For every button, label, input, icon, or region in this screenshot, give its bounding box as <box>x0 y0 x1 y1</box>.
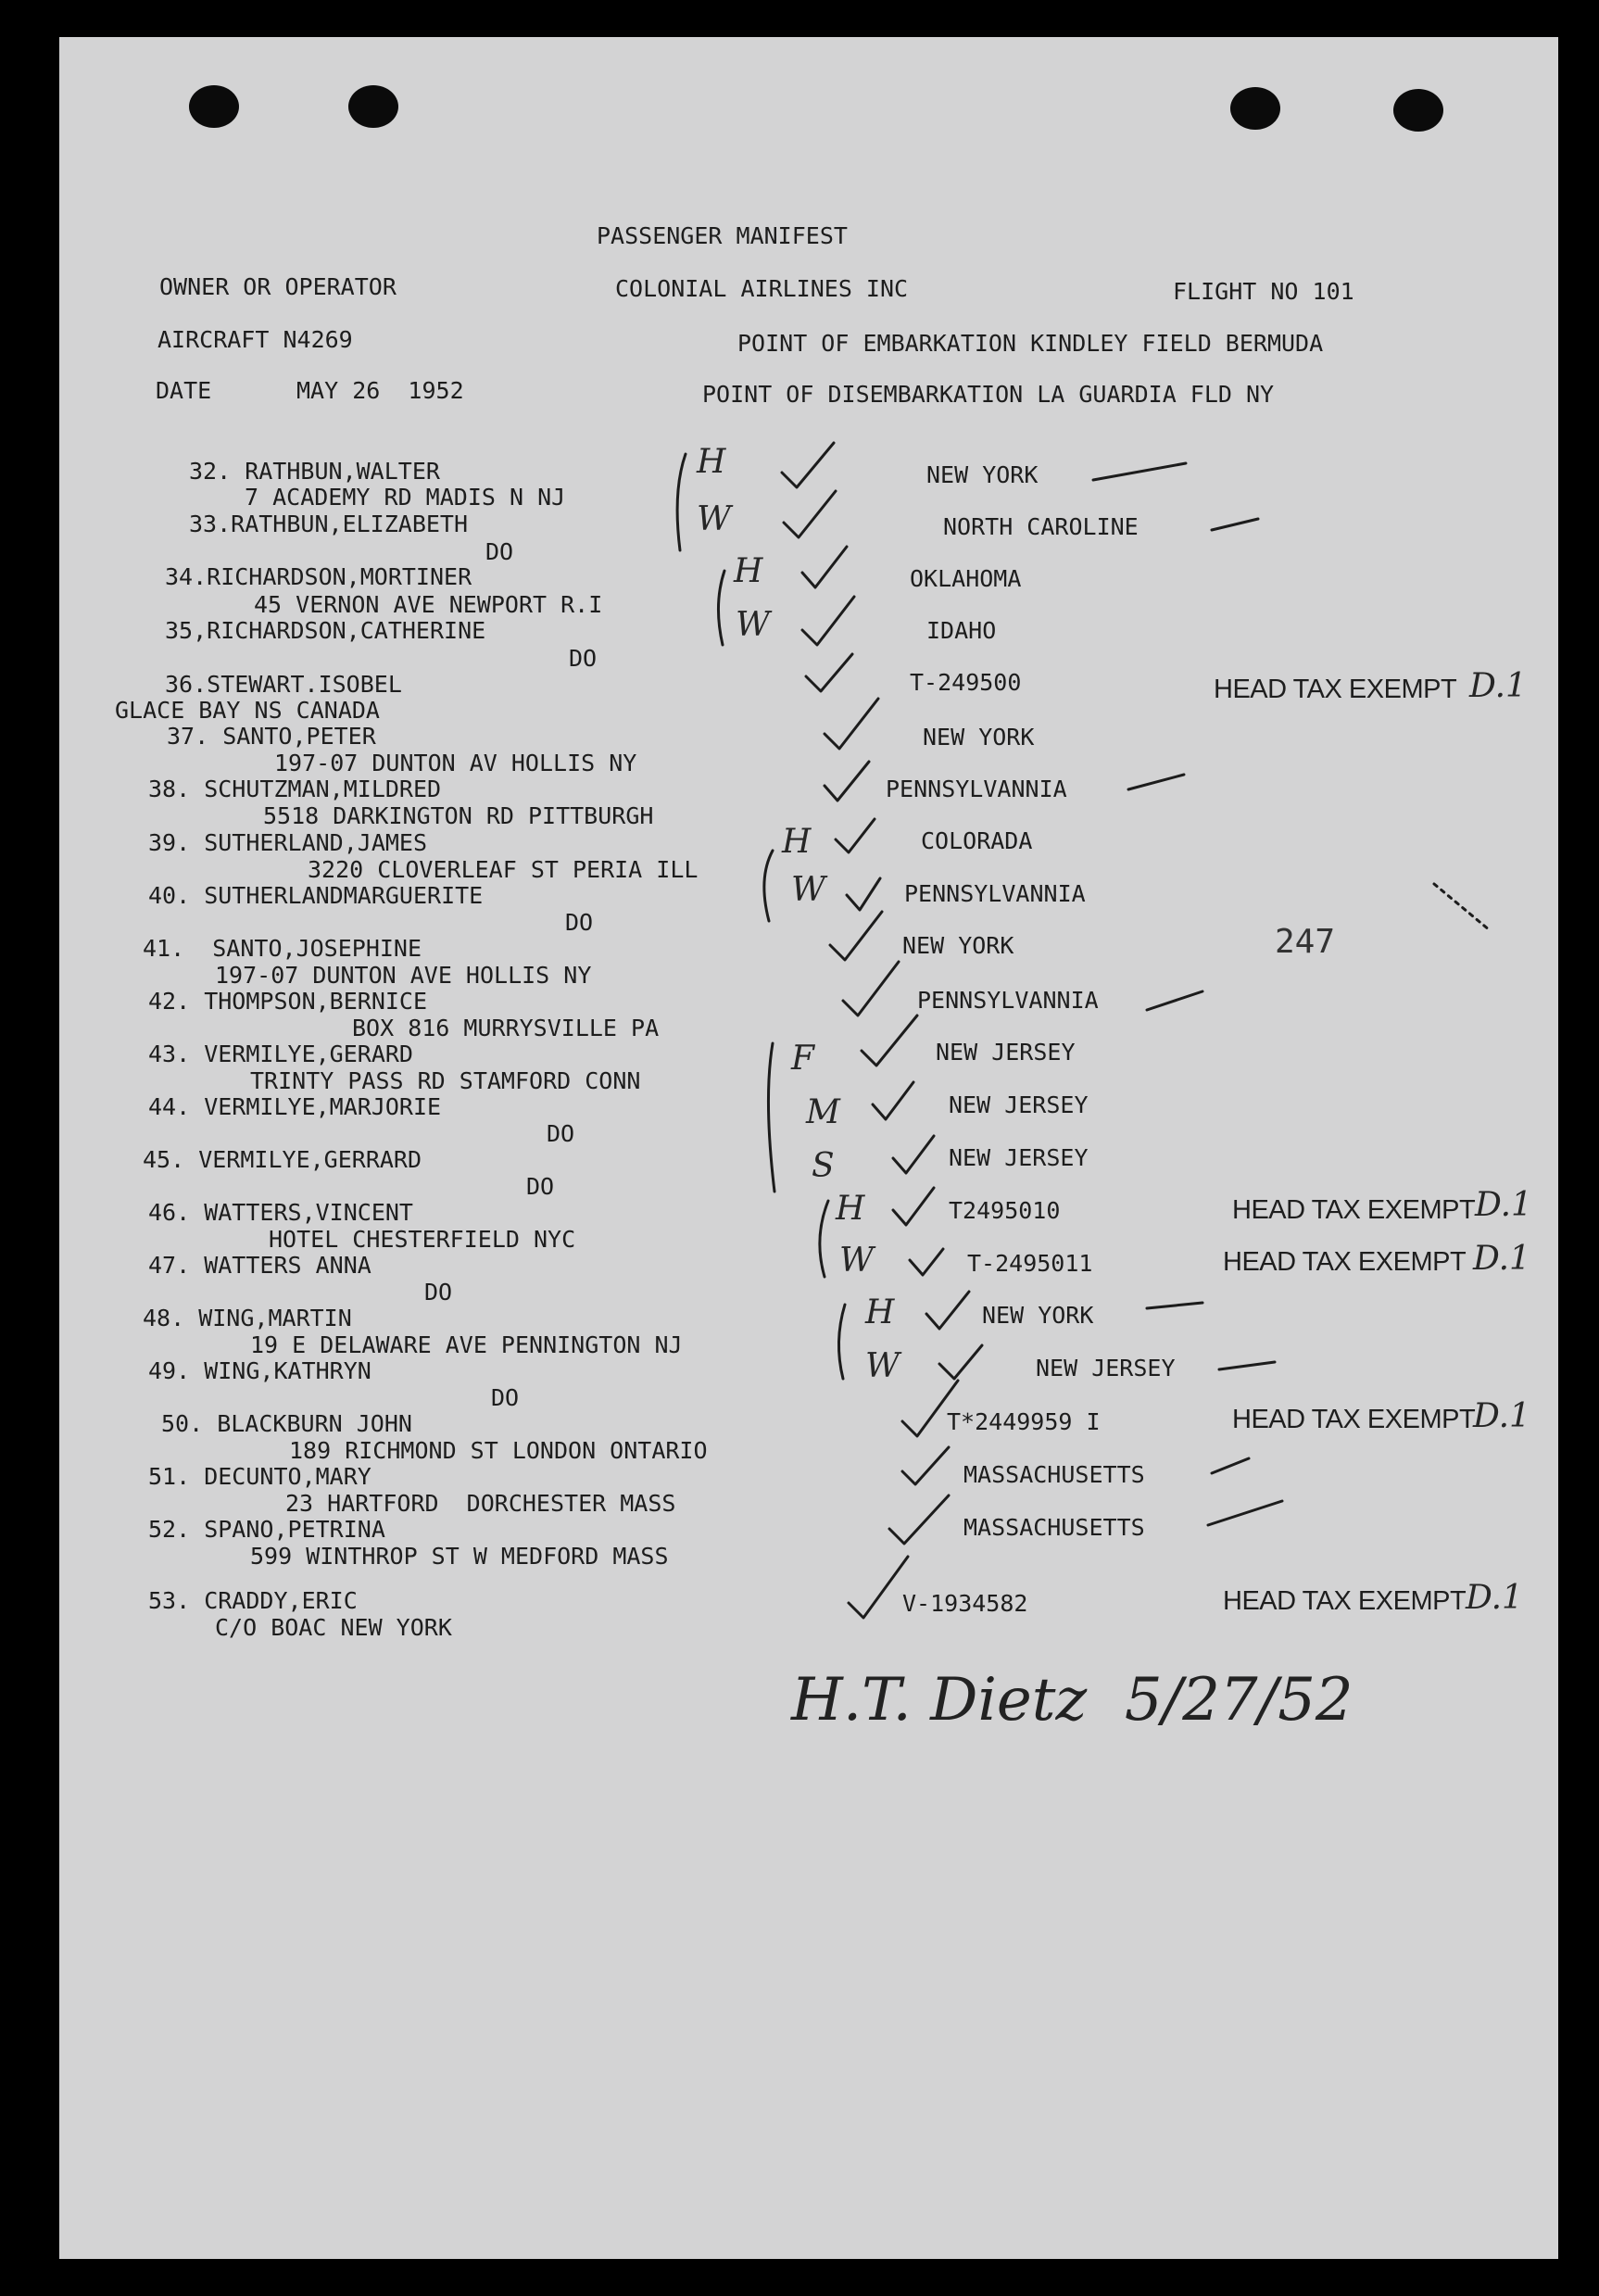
bracket-mark <box>764 851 773 921</box>
signature: H.T. Dietz 5/27/52 <box>791 1666 1353 1735</box>
address-line: DO <box>565 909 594 936</box>
passenger-line: 35,RICHARDSON,CATHERINE <box>165 617 486 644</box>
check-mark <box>784 491 836 537</box>
check-mark <box>802 597 854 645</box>
dash-mark <box>1093 463 1186 480</box>
relation-mark: W <box>736 606 771 644</box>
nationality: NEW JERSEY <box>949 1091 1089 1118</box>
relation-mark: H <box>782 823 812 861</box>
address-line: 599 WINTHROP ST W MEDFORD MASS <box>250 1543 669 1570</box>
nationality: NEW YORK <box>902 932 1014 959</box>
nationality: OKLAHOMA <box>910 565 1022 592</box>
address-line: HOTEL CHESTERFIELD NYC <box>269 1226 576 1253</box>
relation-mark: S <box>812 1147 835 1185</box>
relation-mark: H <box>865 1293 895 1331</box>
check-mark <box>849 1557 908 1618</box>
bracket-mark <box>677 454 686 550</box>
nationality: PENNSYLVANNIA <box>904 880 1086 907</box>
check-mark <box>847 878 880 910</box>
passenger-line: 46. WATTERS,VINCENT <box>148 1199 413 1226</box>
passenger-line: 32. RATHBUN,WALTER <box>189 458 440 485</box>
check-mark <box>836 819 875 852</box>
address-line: C/O BOAC NEW YORK <box>215 1614 452 1641</box>
nationality: IDAHO <box>926 617 997 644</box>
address-line: 19 E DELAWARE AVE PENNINGTON NJ <box>250 1331 683 1358</box>
nationality: PENNSYLVANNIA <box>886 776 1067 802</box>
address-line: DO <box>547 1120 575 1147</box>
address-line: DO <box>526 1173 555 1200</box>
page-title: PASSENGER MANIFEST <box>597 222 848 249</box>
dash-mark <box>1212 519 1258 530</box>
check-mark <box>902 1381 958 1436</box>
dash-mark <box>1208 1501 1282 1525</box>
relation-mark: W <box>697 500 732 538</box>
address-line: TRINTY PASS RD STAMFORD CONN <box>250 1067 641 1094</box>
check-mark <box>939 1345 982 1379</box>
relation-mark: H <box>734 552 763 590</box>
passenger-line: 44. VERMILYE,MARJORIE <box>148 1093 442 1120</box>
passenger-line: 49. WING,KATHRYN <box>148 1357 371 1384</box>
check-mark <box>782 443 834 487</box>
nationality: MASSACHUSETTS <box>963 1514 1145 1541</box>
nationality: T-249500 <box>910 669 1022 696</box>
passenger-line: 45. VERMILYE,GERRARD <box>143 1146 422 1173</box>
address-line: 197-07 DUNTON AVE HOLLIS NY <box>215 962 592 989</box>
nationality: T-2495011 <box>967 1250 1093 1277</box>
stamp-initials: D.1 <box>1475 1186 1532 1224</box>
check-mark <box>926 1292 969 1329</box>
nationality: NORTH CAROLINE <box>943 513 1139 540</box>
nationality: COLORADA <box>921 827 1033 854</box>
nationality: MASSACHUSETTS <box>963 1461 1145 1488</box>
relation-mark: W <box>865 1347 900 1385</box>
passenger-line: 37. SANTO,PETER <box>167 723 376 750</box>
passenger-line: 50. BLACKBURN JOHN <box>161 1410 412 1437</box>
relation-mark: F <box>791 1040 814 1078</box>
bracket-mark <box>718 571 724 645</box>
nationality: T2495010 <box>949 1197 1061 1224</box>
passenger-line: 48. WING,MARTIN <box>143 1305 352 1331</box>
stamp-initials: D.1 <box>1473 1397 1530 1435</box>
nationality: NEW JERSEY <box>949 1144 1089 1171</box>
passenger-line: 40. SUTHERLANDMARGUERITE <box>148 882 484 909</box>
address-line: 197-07 DUNTON AV HOLLIS NY <box>274 750 637 776</box>
date-value: MAY 26 1952 <box>296 377 464 404</box>
dash-mark <box>1128 775 1184 789</box>
nationality: V-1934582 <box>902 1590 1028 1617</box>
passenger-line: 47. WATTERS ANNA <box>148 1252 371 1279</box>
dash-mark <box>1219 1362 1275 1369</box>
check-mark <box>830 912 882 960</box>
nationality: NEW JERSEY <box>936 1039 1076 1066</box>
head-tax-stamp: HEAD TAX EXEMPT <box>1232 1195 1476 1225</box>
dash-mark <box>1434 884 1490 930</box>
address-line: 7 ACADEMY RD MADIS N NJ <box>245 484 566 511</box>
address-line: DO <box>491 1384 520 1411</box>
passenger-line: 43. VERMILYE,GERARD <box>148 1041 413 1067</box>
manifest-sheet <box>59 37 1558 2259</box>
relation-mark: H <box>836 1190 865 1228</box>
dash-mark <box>1212 1458 1249 1473</box>
address-line: 23 HARTFORD DORCHESTER MASS <box>285 1490 676 1517</box>
dash-mark <box>1147 991 1202 1010</box>
nationality: NEW JERSEY <box>1036 1355 1176 1381</box>
passenger-line: 39. SUTHERLAND,JAMES <box>148 829 428 856</box>
disembarkation: POINT OF DISEMBARKATION LA GUARDIA FLD NY <box>702 381 1275 408</box>
address-line: 45 VERNON AVE NEWPORT R.I <box>254 591 603 618</box>
address-line: DO <box>424 1279 453 1306</box>
embarkation: POINT OF EMBARKATION KINDLEY FIELD BERMUDA <box>737 330 1324 357</box>
passenger-line: 51. DECUNTO,MARY <box>148 1463 371 1490</box>
address-line: DO <box>485 538 514 565</box>
relation-mark: W <box>791 871 826 909</box>
check-mark <box>862 1016 917 1066</box>
ink-marks <box>59 37 1558 2259</box>
check-mark <box>893 1188 934 1225</box>
check-mark <box>910 1249 943 1275</box>
address-line: 189 RICHMOND ST LONDON ONTARIO <box>289 1437 708 1464</box>
passenger-line: 36.STEWART.ISOBEL <box>165 671 402 698</box>
passenger-line: 34.RICHARDSON,MORTINER <box>165 563 472 590</box>
head-tax-stamp: HEAD TAX EXEMPT <box>1223 1247 1467 1277</box>
stamp-initials: D.1 <box>1473 1240 1530 1278</box>
check-mark <box>889 1495 949 1544</box>
check-mark <box>873 1082 913 1119</box>
nationality: NEW YORK <box>923 724 1035 751</box>
check-mark <box>806 654 852 691</box>
address-line: 5518 DARKINGTON RD PITTBURGH <box>263 802 654 829</box>
passenger-line: 41. SANTO,JOSEPHINE <box>143 935 422 962</box>
owner-label: OWNER OR OPERATOR <box>159 273 397 300</box>
passenger-line: 53. CRADDY,ERIC <box>148 1587 358 1614</box>
address-line: DO <box>569 645 598 672</box>
relation-mark: M <box>806 1093 840 1131</box>
head-tax-stamp: HEAD TAX EXEMPT <box>1232 1405 1476 1434</box>
address-line: BOX 816 MURRYSVILLE PA <box>352 1015 660 1041</box>
passenger-line: 38. SCHUTZMAN,MILDRED <box>148 776 442 802</box>
nationality: PENNSYLVANNIA <box>917 987 1099 1014</box>
bracket-mark <box>820 1201 828 1277</box>
dash-mark <box>1147 1303 1202 1308</box>
address-line: GLACE BAY NS CANADA <box>115 697 380 724</box>
stamp-initials: D.1 <box>1469 667 1527 705</box>
passenger-line: 42. THOMPSON,BERNICE <box>148 988 428 1015</box>
bracket-mark <box>768 1043 774 1192</box>
head-tax-stamp: HEAD TAX EXEMPT <box>1223 1586 1467 1616</box>
check-mark <box>902 1447 949 1484</box>
nationality: T*2449959 I <box>947 1408 1101 1435</box>
nationality: NEW YORK <box>982 1302 1094 1329</box>
check-mark <box>802 547 847 587</box>
relation-mark: H <box>697 443 726 481</box>
passenger-line: 33.RATHBUN,ELIZABETH <box>189 511 469 537</box>
aircraft: AIRCRAFT N4269 <box>157 326 353 353</box>
head-tax-stamp: HEAD TAX EXEMPT <box>1214 675 1457 704</box>
page-number: 247 <box>1275 923 1336 961</box>
check-mark <box>893 1136 934 1173</box>
check-mark <box>843 962 899 1016</box>
nationality: NEW YORK <box>926 461 1039 488</box>
passenger-line: 52. SPANO,PETRINA <box>148 1516 385 1543</box>
address-line: 3220 CLOVERLEAF ST PERIA ILL <box>308 856 699 883</box>
check-mark <box>825 762 869 801</box>
date-label: DATE <box>156 377 212 404</box>
bracket-mark <box>838 1305 845 1379</box>
flight-number: FLIGHT NO 101 <box>1173 278 1354 305</box>
owner-name: COLONIAL AIRLINES INC <box>615 275 909 302</box>
relation-mark: W <box>839 1242 875 1280</box>
stamp-initials: D.1 <box>1466 1579 1523 1617</box>
check-mark <box>825 699 878 749</box>
